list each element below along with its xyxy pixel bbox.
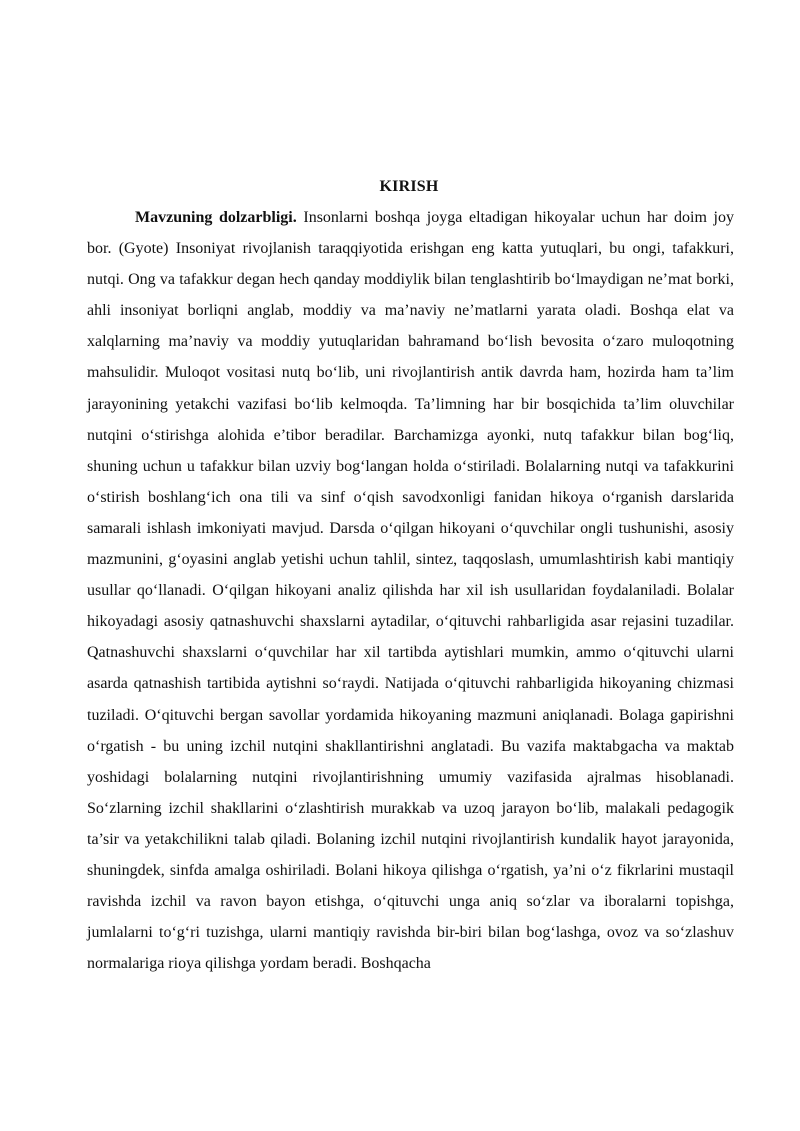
section-heading: KIRISH xyxy=(379,178,439,195)
paragraph xyxy=(87,202,734,979)
paragraph-text: Insonlarni boshqa joyga eltadigan hikoyalar uchun har doim joy bor. (Gyote) Insoniyat rivojlanish taraqqiyotida erishgan eng katta yutuqlari, bu ongi, tafakkuri, nutqi. Ong va tafakkur degan hech qanday moddiylik bilan tenglashtirib bo‘lmaydigan ne’mat borki, ahli insoniyat borliqni anglab, moddiy va ma’naviy ne’matlarni yarata oladi. Boshqa elat va xalqlarning ma’naviy va moddiy yutuqlaridan bahramand bo‘lish bevosita o‘zaro muloqotning mahsulidir. Muloqot vositasi nutq bo‘lib, uni rivojlantirish antik davrda ham, hozirda ham ta’lim jarayonining yetakchi vazifasi bo‘lib kelmoqda. Ta’limning har bir bosqichida ta’lim oluvchilar nutqini o‘stirishga alohida e’tibor beradilar. Barchamizga ayonki, nutq tafakkur bilan bog‘liq, shuning uchun u tafakkur bilan uzviy bog‘langan holda o‘stiriladi. Bolalarning nutqi va tafakkurini o‘stirish boshlang‘ich ona tili va sinf o‘qish savodxonligi fanidan hikoya o‘rganish darslarida samarali ishlash imkoniyati mavjud. Darsda o‘qilgan hikoyani o‘quvchilar ongli tushunishi, asosiy mazmunini, g‘oyasini anglab yetishi uchun tahlil, sintez, taqqoslash, umumlashtirish kabi mantiqiy usullar qo‘llanadi. O‘qilgan hikoyani analiz qilishda har xil ish usullaridan foydalaniladi. Bolalar hikoyadagi asosiy qatnashuvchi shaxslarni aytadilar, o‘qituvchi rahbarligida asar rejasini tuzadilar. Qatnashuvchi shaxslarni o‘quvchilar har xil tartibda aytishlari mumkin, ammo o‘qituvchi ularni asarda qatnashish tartibida aytishni so‘raydi. Natijada o‘qituvchi rahbarligida hikoyaning chizmasi tuziladi. O‘qituvchi bergan savollar yordamida hikoyaning mazmuni aniqlanadi. Bolaga gapirishni o‘rgatish - bu uning izchil nutqini shakllantirishni anglatadi. Bu vazifa maktabgacha va maktab yoshidagi bolalarning nutqini rivojlantirishning umumiy vazifasida ajralmas hisoblanadi. So‘zlarning izchil shakllarini o‘zlashtirish murakkab va uzoq jarayon bo‘lib, malakali pedagogik ta’sir va yetakchilikni talab qiladi. Bolaning izchil nutqini rivojlantirish kundalik hayot jarayonida, shuningdek, sinfda amalga oshiriladi. Bolani hikoya qilishga o‘rgatish, ya’ni o‘z fikrlarini mustaqil ravishda izchil va ravon bayon etishga, o‘qituvchi unga aniq so‘zlar va iboralarni topishga, jumlalarni to‘g‘ri tuzishga, ularni mantiqiy ravishda bir-biri bilan bog‘lashga, ovoz va so‘zlashuv normalariga rioya qilishga yordam beradi. Boshqacha xyxy=(87,209,734,973)
body-text xyxy=(87,202,734,979)
paragraph-lead: Mavzuning dolzarbligi. xyxy=(135,209,297,226)
